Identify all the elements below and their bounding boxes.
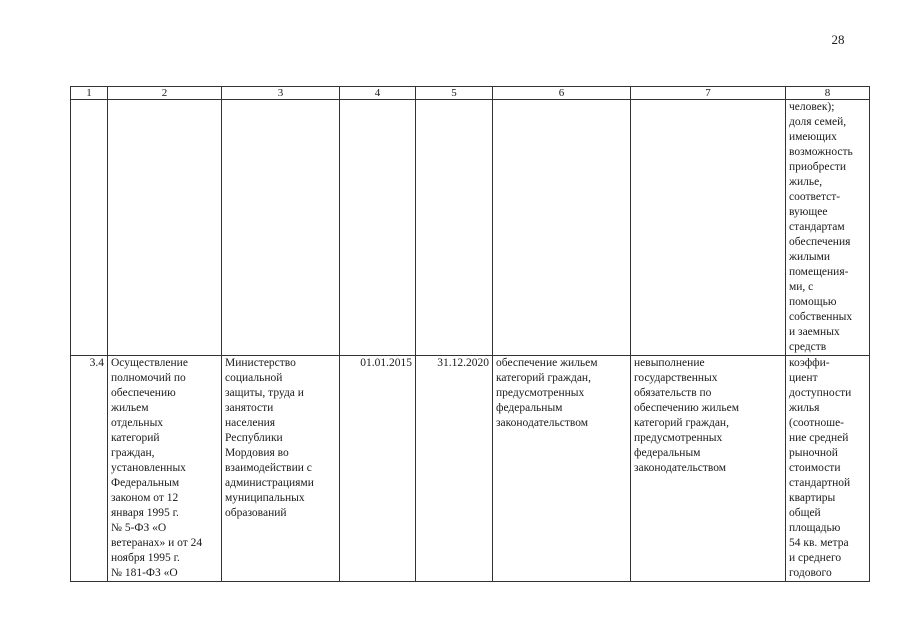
cell-expected-result: [493, 100, 631, 356]
cell-end-date: 31.12.2020: [416, 356, 493, 582]
cell-end-date: [416, 100, 493, 356]
program-table: [70, 86, 870, 582]
header-col-4: 4: [340, 87, 416, 100]
cell-number: 3.4: [71, 356, 108, 582]
table-header-row: [71, 87, 870, 100]
header-col-8: 8: [786, 87, 870, 100]
header-col-1: 1: [71, 87, 108, 100]
cell-expected-result: обеспечение жильем категорий граждан, предусмотренных федеральным законодательством: [493, 356, 631, 582]
cell-indicator: человек); доля семей, имеющих возможность приобрести жилье, соответст- вующее стандартам обеспечения жилыми помещения- ми, с помощью собственных и заемных средств: [786, 100, 870, 356]
cell-measure: Осуществление полномочий по обеспечению жильем отдельных категорий граждан, установленных Федеральным законом от 12 января 1995 г. № 5-ФЗ «О ветеранах» и от 24 ноября 1995 г. № 181-ФЗ «О: [108, 356, 222, 582]
cell-executor: [222, 100, 340, 356]
header-col-6: 6: [493, 87, 631, 100]
cell-executor: Министерство социальной защиты, труда и занятости населения Республики Мордовия во взаимодействии с администрациями муниципальных образований: [222, 356, 340, 582]
header-col-2: 2: [108, 87, 222, 100]
cell-indicator: коэффи- циент доступности жилья (соотноше- ние средней рыночной стоимости стандартной квартиры общей площадью 54 кв. метра и среднего годового: [786, 356, 870, 582]
cell-number: [71, 100, 108, 356]
cell-consequences: [631, 100, 786, 356]
cell-consequences: невыполнение государственных обязательств по обеспечению жильем категорий граждан, предусмотренных федеральным законодательством: [631, 356, 786, 582]
header-col-7: 7: [631, 87, 786, 100]
page-number: 28: [831, 32, 845, 47]
header-col-3: 3: [222, 87, 340, 100]
cell-measure: [108, 100, 222, 356]
header-col-5: 5: [416, 87, 493, 100]
cell-start-date: 01.01.2015: [340, 356, 416, 582]
cell-start-date: [340, 100, 416, 356]
table-row: [71, 100, 870, 356]
table-row: [71, 356, 870, 582]
